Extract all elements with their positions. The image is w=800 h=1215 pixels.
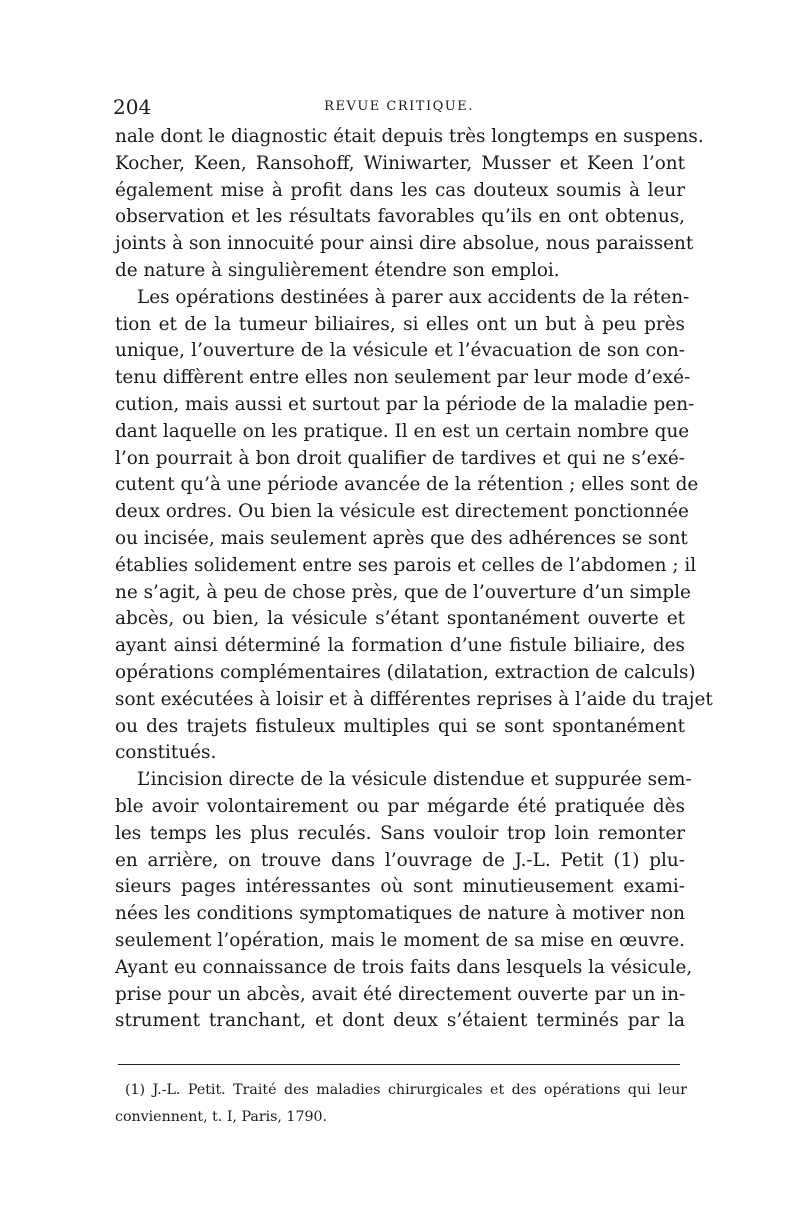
- body-line: nale dont le diagnostic était depuis très longtemps en suspens.: [115, 126, 704, 147]
- body-line: constitués.: [115, 742, 217, 764]
- body-line: sieurs pages intéressantes où sont minutieusement exami-: [115, 876, 685, 898]
- running-title: REVUE CRITIQUE.: [324, 99, 474, 114]
- body-line: Kocher, Keen, Ransohoff, Winiwarter, Musser et Keen l’ont: [115, 152, 685, 174]
- body-line: cution, mais aussi et surtout par la période de la maladie pen-: [115, 393, 695, 415]
- body-line: établies solidement entre ses parois et celles de l’abdomen ; il: [115, 554, 697, 576]
- body-line: joints à son innocuité pour ainsi dire absolue, nous paraissent: [115, 233, 694, 255]
- footnote-line: (1) J.-L. Petit. Traité des maladies chirurgicales et des opérations qui leur: [125, 1082, 687, 1098]
- page-header: [113, 94, 685, 120]
- body-line: unique, l’ouverture de la vésicule et l’évacuation de son con-: [115, 340, 685, 362]
- body-line: tion et de la tumeur biliaires, si elles ont un but à peu près: [115, 313, 685, 335]
- body-line: nées les conditions symptomatiques de nature à motiver non: [115, 903, 685, 925]
- body-line: les temps les plus reculés. Sans vouloir trop loin remonter: [115, 822, 685, 844]
- body-line: de nature à singulièrement étendre son emploi.: [115, 259, 560, 281]
- body-line: prise pour un abcès, avait été directement ouverte par un in-: [115, 983, 686, 1005]
- body-line: ne s’agit, à peu de chose près, que de l’ouverture d’un simple: [115, 581, 691, 603]
- body-line: strument tranchant, et dont deux s’étaient terminés par la: [115, 1010, 685, 1032]
- body-line: ble avoir volontairement ou par mégarde été pratiquée dès: [115, 795, 685, 817]
- body-line: L’incision directe de la vésicule distendue et suppurée sem-: [137, 769, 692, 791]
- footnote-divider: [118, 1064, 680, 1065]
- body-line: l’on pourrait à bon droit qualifier de tardives et qui ne s’exé-: [115, 447, 685, 469]
- body-line: tenu diffèrent entre elles non seulement par leur mode d’exé-: [115, 367, 691, 389]
- body-line: ayant ainsi déterminé la formation d’une fistule biliaire, des: [115, 635, 685, 657]
- body-line: cutent qu’à une période avancée de la rétention ; elles sont de: [115, 474, 699, 496]
- body-line: seulement l’opération, mais le moment de sa mise en œuvre.: [115, 929, 685, 951]
- footnote: [115, 1078, 687, 1132]
- body-line: abcès, ou bien, la vésicule s’étant spontanément ouverte et: [115, 608, 685, 630]
- body-line: deux ordres. Ou bien la vésicule est directement ponctionnée: [115, 501, 689, 523]
- body-line: Ayant eu connaissance de trois faits dans lesquels la vésicule,: [115, 956, 693, 978]
- body-line: ou des trajets fistuleux multiples qui se sont spontanément: [115, 715, 685, 737]
- body-line: en arrière, on trouve dans l’ouvrage de J.-L. Petit (1) plu-: [115, 849, 685, 871]
- footnote-line: conviennent, t. I, Paris, 1790.: [115, 1108, 328, 1125]
- page-number: 204: [113, 95, 152, 119]
- body-line: également mise à profit dans les cas douteux soumis à leur: [115, 179, 685, 201]
- body-line: observation et les résultats favorables qu’ils en ont obtenus,: [115, 206, 685, 228]
- body-line: Les opérations destinées à parer aux accidents de la réten-: [137, 286, 690, 308]
- body-text: [115, 124, 713, 1035]
- body-line: dant laquelle on les pratique. Il en est un certain nombre que: [115, 420, 690, 442]
- body-line: sont exécutées à loisir et à différentes reprises à l’aide du trajet: [115, 688, 713, 710]
- body-line: ou incisée, mais seulement après que des adhérences se sont: [115, 527, 688, 549]
- body-line: opérations complémentaires (dilatation, extraction de calculs): [115, 661, 696, 683]
